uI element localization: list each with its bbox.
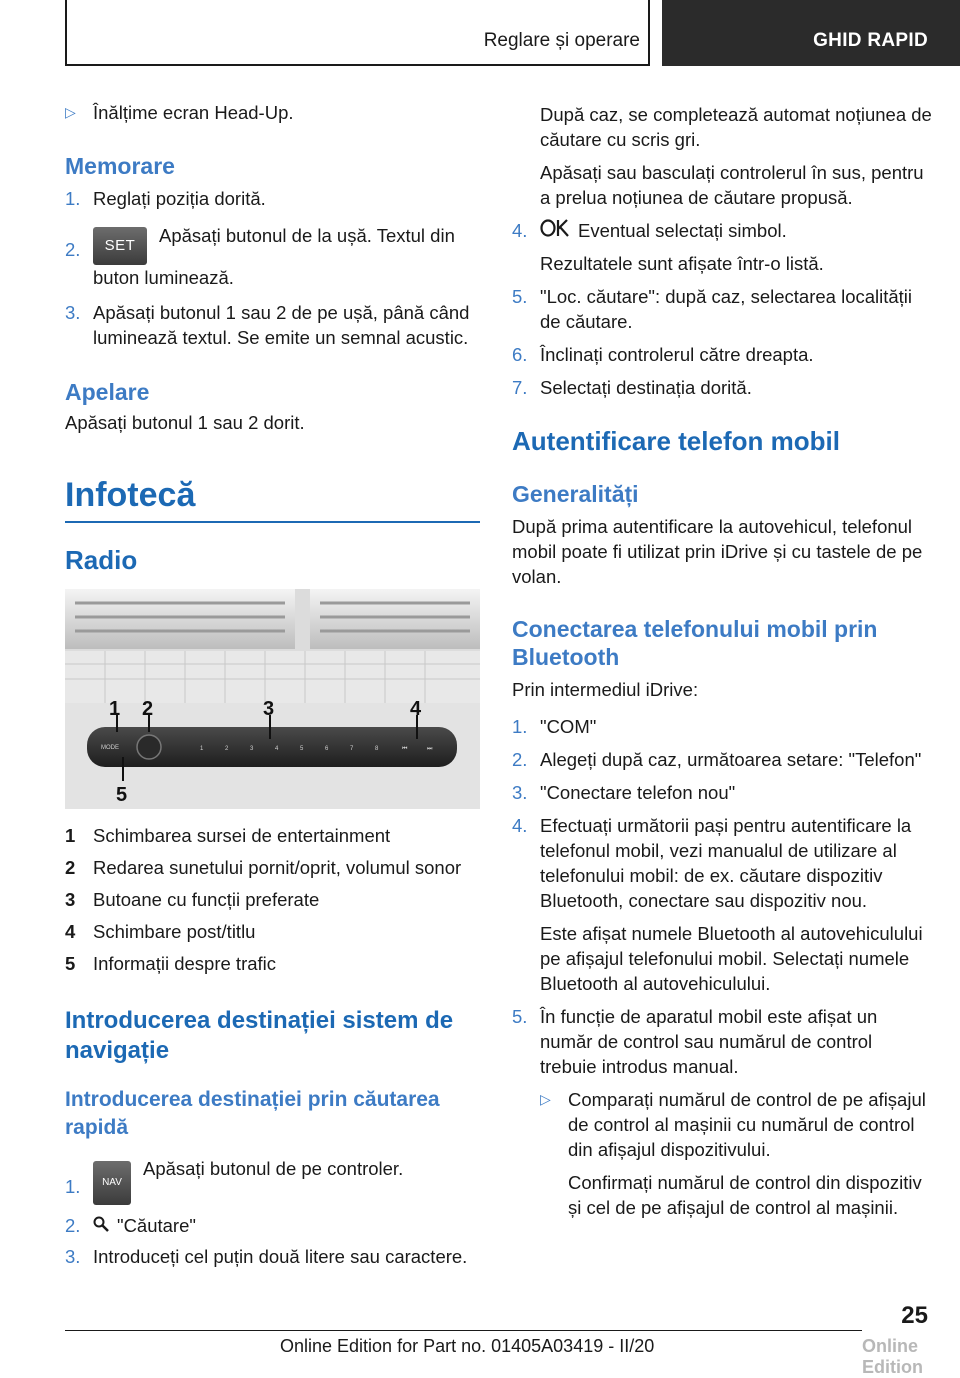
nav-step-7: 7. Selectați destinația dorită.	[512, 377, 752, 398]
radio-heading: Radio	[65, 545, 138, 575]
svg-text:⏭: ⏭	[427, 746, 433, 752]
radio-label-4: 4	[410, 698, 422, 720]
svg-text:⏮: ⏮	[402, 746, 408, 752]
footer-divider	[65, 1330, 862, 1331]
apelare-text: Apăsați butonul 1 sau 2 dorit.	[65, 412, 305, 433]
svg-text:8: 8	[375, 746, 379, 752]
radio-legend	[65, 823, 480, 976]
bullet-triangle-icon: ▷	[65, 104, 76, 120]
svg-text:1: 1	[200, 746, 204, 752]
auth-heading: Autentificare telefon mobil	[512, 426, 840, 456]
legend-item: 1 Schimbarea sursei de entertainment	[65, 825, 391, 846]
nav-step-6: 6. Înclinați controlerul către dreapta.	[512, 344, 814, 365]
nav-step-4: 4. Eventual selectați simbol.	[512, 220, 787, 241]
search-icon	[93, 1213, 109, 1238]
radio-label-3: 3	[263, 698, 275, 720]
nav-step-2: 2. "Căutare"	[65, 1215, 196, 1236]
set-button-icon: SET	[93, 227, 147, 265]
header-tab-label: GHID RAPID	[813, 30, 928, 51]
nav-step-3: 3. Introduceți cel puțin două litere sau caractere.	[65, 1246, 468, 1267]
bluetooth-intro: Prin intermediul iDrive:	[512, 679, 699, 700]
header-tab	[662, 0, 960, 66]
legend-item: 3 Butoane cu funcții preferate	[65, 889, 320, 910]
svg-text:3: 3	[250, 746, 254, 752]
radio-label-1: 1	[109, 698, 121, 720]
page-number: 25	[901, 1302, 928, 1329]
svg-text:2: 2	[225, 746, 229, 752]
radio-label-2: 2	[142, 698, 154, 720]
bt-step-1: 1. "COM"	[512, 716, 597, 737]
svg-text:6: 6	[325, 746, 329, 752]
general-text: După prima autentificare la autovehicul, telefonul mobil poate fi utilizat prin iDrive și cu tastele de pe volan.	[512, 516, 923, 587]
svg-text:4: 4	[275, 746, 279, 752]
bt-step-3: 3. "Conectare telefon nou"	[512, 782, 736, 803]
left-column	[65, 100, 480, 1269]
bullet-triangle-icon: ▷	[540, 1091, 551, 1107]
svg-text:7: 7	[350, 746, 354, 752]
bt-step-4: 4. Efectuați următorii pași pentru autentificare la telefonul mobil, vezi manualul de utilizare al telefonului mobil: de ex. căutare dispozitiv Bluetooth, conectare sau dispozitiv nou.	[512, 815, 912, 911]
memorare-heading: Memorare	[65, 153, 175, 179]
general-heading: Generalități	[512, 481, 639, 507]
legend-item: 2 Redarea sunetului pornit/oprit, volumul sonor	[65, 857, 462, 878]
memorare-step-2: 2. SET Apăsați butonul de la ușă. Textul din buton luminează.	[65, 225, 455, 288]
radio-panel-image	[65, 589, 480, 809]
ok-icon	[540, 218, 570, 243]
legend-item: 5 Informații despre trafic	[65, 953, 277, 974]
bt-step-4-detail: Este afișat numele Bluetooth al autovehiculului pe afișajul telefonului mobil. Selectați numele Bluetooth al autovehiculului.	[540, 923, 923, 994]
nav-button-icon: NAV	[93, 1161, 131, 1205]
memorare-step-1: 1. Reglați poziția dorită.	[65, 188, 266, 209]
svg-text:MODE: MODE	[101, 745, 119, 751]
nav-heading: Introducerea destinației sistem de navigație	[65, 1007, 454, 1064]
nav-subheading: Introducerea destinației prin căutarea rapidă	[65, 1088, 440, 1139]
memorare-step-3: 3. Apăsați butonul 1 sau 2 de pe ușă, până când luminează textul. Se emite un semnal acustic.	[65, 302, 470, 348]
nav-step-4-result: Rezultatele sunt afișate într-o listă.	[540, 253, 824, 274]
bt-compare-bullet: ▷ Comparați numărul de control de pe afișajul de control al mașinii cu numărul de control din afișajul dispozitivului.	[540, 1089, 926, 1160]
bt-step-5: 5. În funcție de aparatul mobil este afișat un număr de control sau numărul de control trebuie introdus manual.	[512, 1006, 878, 1077]
apelare-heading: Apelare	[65, 379, 150, 405]
legend-item: 4 Schimbare post/titlu	[65, 921, 256, 942]
nav-step-1: 1. NAVApăsați butonul de pe controler.	[65, 1156, 480, 1205]
bt-confirm-text: Confirmați numărul de control din dispozitiv și cel de pe afișajul de control al mașinii.	[568, 1172, 922, 1218]
search-accept-text: Apăsați sau basculați controlerul în sus, pentru a prelua noțiunea de căutare propusă.	[540, 162, 924, 208]
bullet-headup: ▷ Înălțime ecran Head-Up.	[65, 102, 294, 123]
bt-step-2: 2. Alegeți după caz, următoarea setare: "Telefon"	[512, 749, 922, 770]
search-autocomplete-text: După caz, se completează automat noțiunea de căutare cu scris gri.	[540, 104, 932, 150]
footer-edition: Online Edition for Part no. 01405A03419 - II/20	[280, 1336, 655, 1356]
infoteca-heading: Infotecă	[65, 475, 480, 523]
right-column	[512, 102, 932, 1220]
radio-panel-illustration	[65, 589, 480, 809]
nav-step-5: 5. "Loc. căutare": după caz, selectarea localității de căutare.	[512, 286, 913, 332]
svg-text:5: 5	[300, 746, 304, 752]
header-section-title: Reglare și operare	[483, 30, 640, 51]
bluetooth-heading: Conectarea telefonului mobil prin Bluetooth	[512, 616, 878, 670]
footer-watermark: Online Edition	[862, 1336, 923, 1377]
radio-label-5: 5	[116, 784, 128, 806]
